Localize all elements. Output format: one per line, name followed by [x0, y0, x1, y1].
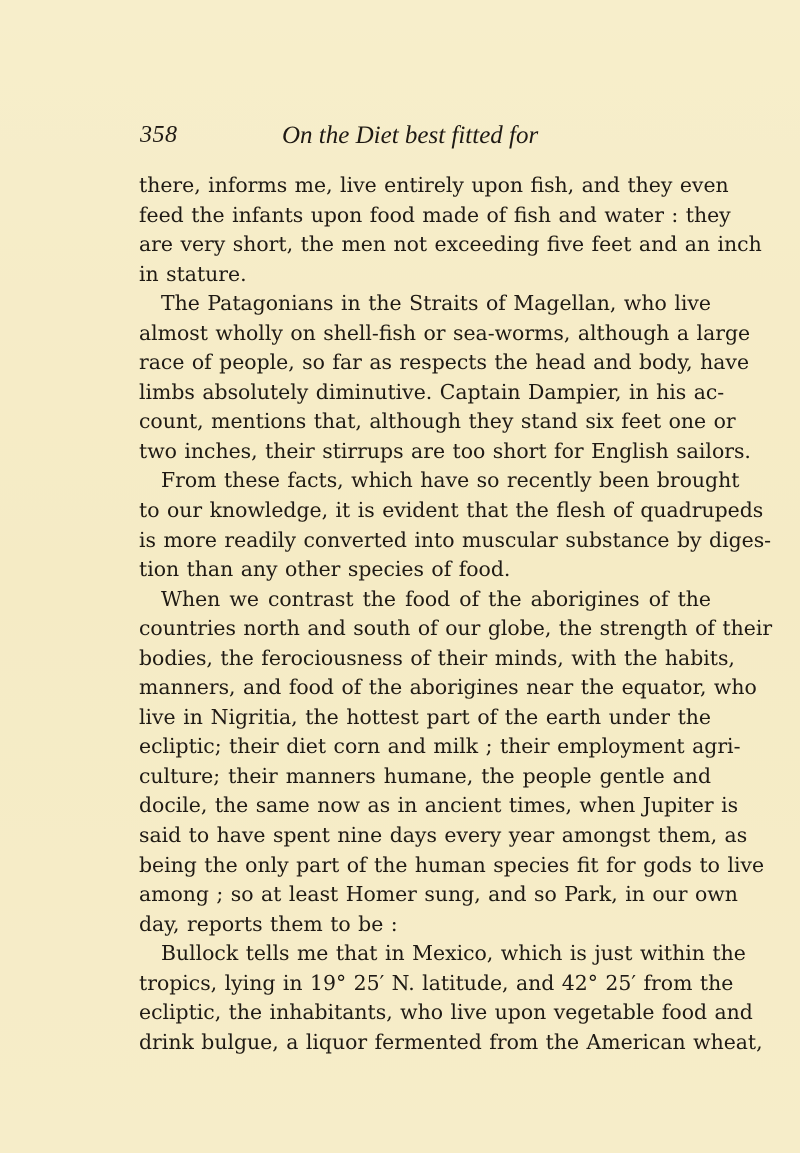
text-line: tropics, lying in 19° 25′ N. latitude, and 42° 25′ from the — [139, 970, 734, 995]
paragraph-start-line: When we contrast the food of the aborigines of the — [161, 586, 711, 611]
text-line: live in Nigritia, the hottest part of the earth under the — [139, 704, 711, 729]
paragraph-start-line: The Patagonians in the Straits of Magellan, who live — [161, 291, 711, 316]
text-line: there, informs me, live entirely upon fish, and they even — [139, 173, 729, 197]
paragraph-end-line: two inches, their stirrups are too short for English sailors. — [139, 438, 751, 463]
paragraph-end-line: in stature. — [139, 261, 247, 286]
paragraph-start-line: From these facts, which have so recently been brought — [161, 468, 740, 493]
text-line: being the only part of the human species fit for gods to live — [139, 852, 765, 877]
text-line: drink bulgue, a liquor fermented from the American wheat, — [139, 1029, 763, 1054]
text-line: said to have spent nine days every year amongst them, as — [139, 823, 748, 848]
body-text — [139, 171, 773, 1057]
text-line: culture; their manners humane, the people gentle and — [139, 763, 711, 788]
text-line: to our knowledge, it is evident that the flesh of quadrupeds — [139, 498, 764, 523]
text-line: limbs absolutely diminutive. Captain Dampier, in his ac- — [139, 379, 725, 404]
text-line: among ; so at least Homer sung, and so Park, in our own — [139, 882, 738, 907]
text-line: countries north and south of our globe, the strength of their — [139, 616, 773, 641]
paragraph-start-line: Bullock tells me that in Mexico, which is just within the — [161, 941, 746, 966]
paragraph-end-line: tion than any other species of food. — [139, 557, 511, 582]
text-line: race of people, so far as respects the head and body, have — [139, 350, 750, 375]
paragraph-end-line: day, reports them to be : — [139, 911, 398, 936]
text-line: ecliptic; their diet corn and milk ; their employment agri- — [139, 734, 741, 759]
text-line: ecliptic, the inhabitants, who live upon vegetable food and — [139, 1000, 753, 1025]
page-header — [140, 122, 740, 158]
text-line: bodies, the ferociousness of their minds, with the habits, — [139, 645, 735, 670]
text-line: count, mentions that, although they stand six feet one or — [139, 409, 736, 434]
text-line: feed the infants upon food made of fish and water : they — [139, 202, 731, 227]
text-line: docile, the same now as in ancient times, when Jupiter is — [139, 793, 739, 818]
text-line: almost wholly on shell-fish or sea-worms, although a large — [139, 320, 751, 345]
text-line: are very short, the men not exceeding five feet and an inch — [139, 232, 762, 257]
running-head: On the Diet best fitted for — [282, 122, 539, 149]
page-number: 358 — [140, 122, 178, 148]
text-line: manners, and food of the aborigines near the equator, who — [139, 675, 757, 700]
text-line: is more readily converted into muscular substance by diges- — [139, 527, 772, 552]
